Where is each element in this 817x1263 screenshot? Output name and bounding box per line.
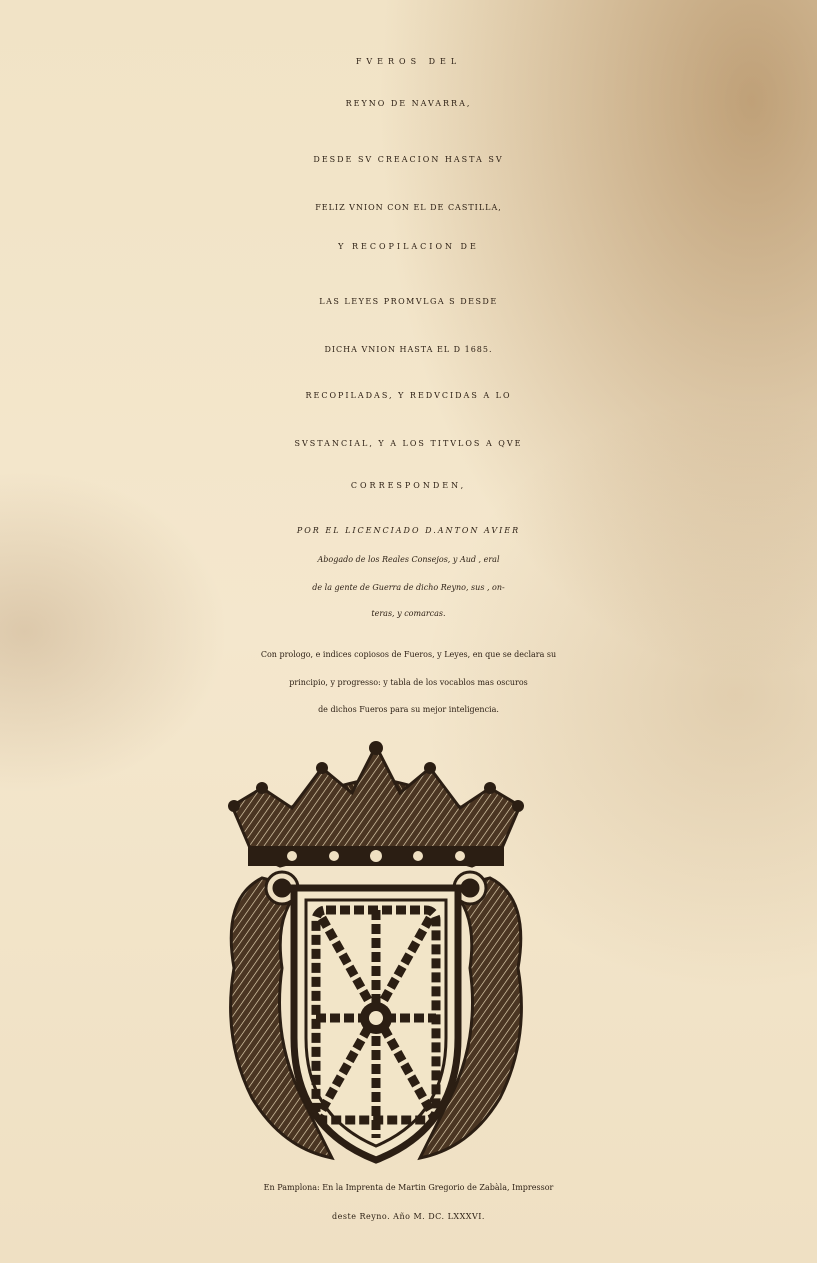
title-line-creacion: DESDE SV CREACION HASTA SV <box>313 155 504 164</box>
title-line-recopilacion: Y RECOPILACION DE <box>338 242 479 251</box>
author-title-line-3: teras, y comarcas. <box>371 609 446 618</box>
imprint-line-1: En Pamplona: En la Imprenta de Martin Gregorio de Zabàla, Impressor <box>263 1183 554 1192</box>
crown <box>228 741 524 866</box>
title-line-vnion: DICHA VNION HASTA EL D 1685. <box>324 345 493 354</box>
author-title-line-1: Abogado de los Reales Consejos, y Aud , eral <box>317 555 500 564</box>
title-line-leyes: LAS LEYES PROMVLGA S DESDE <box>319 297 498 306</box>
author-line: POR EL LICENCIADO D.ANTON AVIER <box>296 526 521 535</box>
title-line-fueros: FVEROS DEL <box>355 57 462 66</box>
description-line-1: Con prologo, e indices copiosos de Fueros, y Leyes, en que se declara su <box>260 650 557 659</box>
title-line-reyno: REYNO DE NAVARRA, <box>345 99 472 108</box>
title-line-sustancial: SVSTANCIAL, Y A LOS TITVLOS A QVE <box>294 439 523 448</box>
title-line-corresponden: CORRESPONDEN, <box>350 481 467 490</box>
title-line-castilla: FELIZ VNION CON EL DE CASTILLA, <box>315 203 502 212</box>
description-line-2: principio, y progresso: y tabla de los vocablos mas oscuros <box>289 678 528 687</box>
title-line-recopiladas: RECOPILADAS, Y REDVCIDAS A LO <box>305 391 512 400</box>
imprint-line-2: deste Reyno. Año M. DC. LXXXVI. <box>332 1212 485 1221</box>
navarre-coat-of-arms-icon <box>222 738 530 1170</box>
author-title-line-2: de la gente de Guerra de dicho Reyno, sus , on- <box>312 583 505 592</box>
description-line-3: de dichos Fueros para su mejor inteligencia. <box>318 705 499 714</box>
